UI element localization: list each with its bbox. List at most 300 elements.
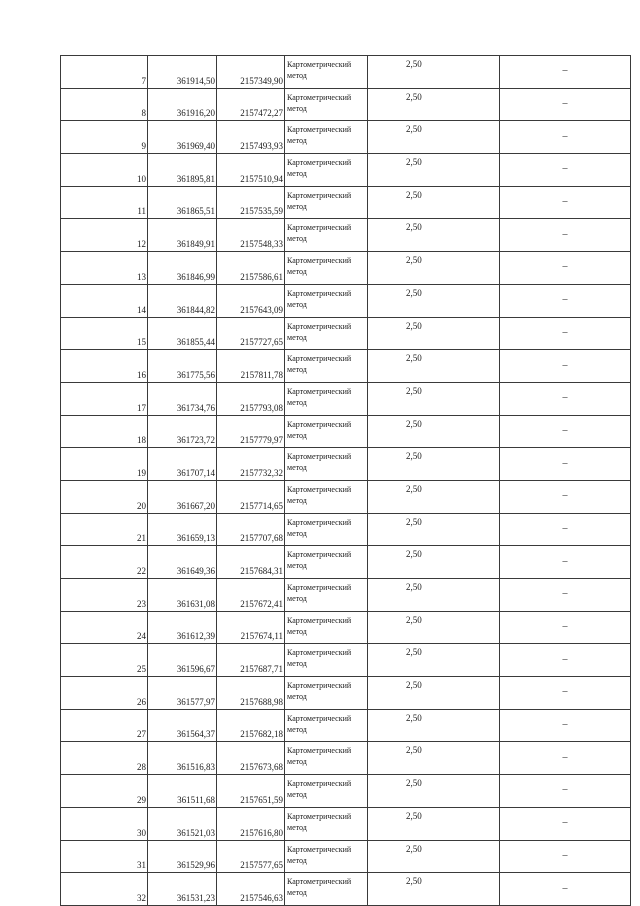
error-cell — [368, 121, 500, 154]
table-row — [61, 546, 631, 579]
x-coordinate-cell — [148, 284, 217, 317]
method-cell — [285, 709, 368, 742]
note-cell-text: – — [562, 719, 568, 731]
point-number-cell — [61, 154, 148, 187]
x-coordinate-cell — [148, 121, 217, 154]
y-coordinate-cell-text: 2157546,63 — [240, 892, 283, 903]
point-number-cell-text: 15 — [137, 337, 146, 348]
method-cell-text: Картометрический метод — [287, 452, 352, 473]
method-cell — [285, 546, 368, 579]
method-cell-text: Картометрический метод — [287, 223, 352, 244]
y-coordinate-cell-text: 2157714,65 — [240, 500, 283, 511]
note-cell — [500, 448, 631, 481]
table-row — [61, 579, 631, 612]
point-number-cell-text: 18 — [137, 435, 146, 446]
note-cell-text: – — [562, 392, 568, 404]
y-coordinate-cell — [217, 775, 285, 808]
y-coordinate-cell — [217, 382, 285, 415]
x-coordinate-cell — [148, 448, 217, 481]
point-number-cell — [61, 382, 148, 415]
y-coordinate-cell — [217, 154, 285, 187]
point-number-cell — [61, 415, 148, 448]
x-coordinate-cell-text: 361516,83 — [176, 762, 215, 773]
error-cell-text: 2,50 — [406, 582, 422, 592]
error-cell — [368, 154, 500, 187]
error-cell-text: 2,50 — [406, 222, 422, 233]
x-coordinate-cell-text: 361564,37 — [176, 729, 215, 740]
note-cell-text: – — [562, 653, 568, 665]
point-number-cell — [61, 121, 148, 154]
error-cell-text: 2,50 — [406, 255, 422, 266]
y-coordinate-cell — [217, 840, 285, 873]
method-cell — [285, 252, 368, 285]
error-cell — [368, 775, 500, 808]
note-cell-text: – — [562, 457, 568, 469]
error-cell-text: 2,50 — [406, 124, 422, 135]
note-cell-text: – — [562, 326, 568, 338]
point-number-cell — [61, 448, 148, 481]
y-coordinate-cell — [217, 546, 285, 579]
method-cell — [285, 644, 368, 677]
method-cell — [285, 284, 368, 317]
y-coordinate-cell — [217, 677, 285, 710]
error-cell — [368, 415, 500, 448]
x-coordinate-cell — [148, 775, 217, 808]
error-cell-text: 2,50 — [406, 843, 422, 854]
y-coordinate-cell — [217, 873, 285, 906]
error-cell-text: 2,50 — [406, 418, 422, 429]
x-coordinate-cell — [148, 677, 217, 710]
y-coordinate-cell-text: 2157687,71 — [240, 664, 283, 675]
error-cell — [368, 579, 500, 612]
note-cell-text: – — [562, 555, 568, 567]
y-coordinate-cell — [217, 709, 285, 742]
table-row — [61, 775, 631, 808]
x-coordinate-cell-text: 361775,56 — [176, 369, 215, 380]
point-number-cell-text: 12 — [137, 239, 146, 250]
note-cell — [500, 88, 631, 121]
point-number-cell-text: 16 — [137, 369, 146, 380]
error-cell-text: 2,50 — [406, 778, 422, 789]
method-cell — [285, 121, 368, 154]
table-row — [61, 350, 631, 383]
point-number-cell-text: 17 — [137, 402, 146, 413]
method-cell-text: Картометрический метод — [287, 321, 352, 342]
point-number-cell — [61, 677, 148, 710]
note-cell — [500, 154, 631, 187]
table-row — [61, 448, 631, 481]
y-coordinate-cell-text: 2157577,65 — [240, 860, 283, 871]
point-number-cell — [61, 807, 148, 840]
point-number-cell-text: 9 — [141, 141, 146, 152]
x-coordinate-cell — [148, 840, 217, 873]
y-coordinate-cell-text: 2157674,11 — [240, 631, 283, 642]
note-cell — [500, 252, 631, 285]
note-cell-text: – — [562, 424, 568, 436]
method-cell-text: Картометрический метод — [287, 811, 352, 832]
note-cell — [500, 284, 631, 317]
table-row — [61, 252, 631, 285]
point-number-cell-text: 26 — [137, 696, 146, 707]
method-cell-text: Картометрический метод — [287, 419, 352, 440]
method-cell — [285, 873, 368, 906]
error-cell — [368, 513, 500, 546]
point-number-cell — [61, 644, 148, 677]
error-cell — [368, 611, 500, 644]
table-row — [61, 56, 631, 89]
point-number-cell-text: 30 — [137, 827, 146, 838]
point-number-cell — [61, 546, 148, 579]
method-cell — [285, 219, 368, 252]
table-row — [61, 840, 631, 873]
x-coordinate-cell-text: 361707,14 — [176, 467, 215, 478]
note-cell — [500, 186, 631, 219]
table-row — [61, 317, 631, 350]
x-coordinate-cell-text: 361844,82 — [176, 304, 215, 315]
error-cell — [368, 480, 500, 513]
error-cell — [368, 709, 500, 742]
point-number-cell-text: 10 — [137, 173, 146, 184]
method-cell-text: Картометрический метод — [287, 517, 352, 538]
note-cell-text: – — [562, 817, 568, 829]
y-coordinate-cell — [217, 317, 285, 350]
error-cell — [368, 219, 500, 252]
y-coordinate-cell-text: 2157349,90 — [240, 75, 283, 86]
y-coordinate-cell-text: 2157535,59 — [240, 206, 283, 217]
x-coordinate-cell-text: 361596,67 — [176, 664, 215, 675]
point-number-cell-text: 8 — [141, 108, 146, 119]
table-row — [61, 121, 631, 154]
y-coordinate-cell-text: 2157643,09 — [240, 304, 283, 315]
point-number-cell — [61, 709, 148, 742]
table-row — [61, 644, 631, 677]
error-cell-text: 2,50 — [406, 549, 422, 560]
x-coordinate-cell — [148, 709, 217, 742]
x-coordinate-cell-text: 361734,76 — [176, 402, 215, 413]
method-cell-text: Картометрический метод — [287, 648, 352, 669]
method-cell — [285, 415, 368, 448]
table-row — [61, 154, 631, 187]
error-cell-text: 2,50 — [406, 451, 422, 462]
method-cell — [285, 448, 368, 481]
point-number-cell — [61, 317, 148, 350]
method-cell-text: Картометрический метод — [287, 190, 352, 211]
note-cell — [500, 677, 631, 710]
x-coordinate-cell-text: 361895,81 — [176, 173, 215, 184]
x-coordinate-cell — [148, 513, 217, 546]
note-cell-text: – — [562, 228, 568, 240]
x-coordinate-cell-text: 361529,96 — [176, 860, 215, 871]
note-cell — [500, 546, 631, 579]
method-cell — [285, 840, 368, 873]
note-cell-text: – — [562, 686, 568, 698]
note-cell — [500, 480, 631, 513]
x-coordinate-cell — [148, 88, 217, 121]
note-cell — [500, 579, 631, 612]
x-coordinate-cell — [148, 382, 217, 415]
error-cell — [368, 284, 500, 317]
error-cell-text: 2,50 — [406, 680, 422, 691]
error-cell — [368, 840, 500, 873]
method-cell-text: Картометрический метод — [287, 615, 352, 636]
note-cell — [500, 317, 631, 350]
method-cell-text: Картометрический метод — [287, 681, 352, 702]
point-number-cell-text: 32 — [137, 892, 146, 903]
x-coordinate-cell — [148, 154, 217, 187]
y-coordinate-cell — [217, 252, 285, 285]
point-number-cell — [61, 186, 148, 219]
error-cell-text: 2,50 — [406, 353, 422, 364]
table-row — [61, 611, 631, 644]
error-cell-text: 2,50 — [406, 647, 422, 658]
method-cell — [285, 154, 368, 187]
y-coordinate-cell-text: 2157651,59 — [240, 794, 283, 805]
x-coordinate-cell-text: 361849,91 — [176, 239, 215, 250]
error-cell — [368, 350, 500, 383]
y-coordinate-cell-text: 2157672,41 — [240, 598, 283, 609]
note-cell — [500, 709, 631, 742]
point-number-cell-text: 29 — [137, 794, 146, 805]
x-coordinate-cell — [148, 480, 217, 513]
x-coordinate-cell-text: 361667,20 — [176, 500, 215, 511]
note-cell-text: – — [562, 588, 568, 600]
table-row — [61, 742, 631, 775]
method-cell-text: Картометрический метод — [287, 779, 352, 800]
y-coordinate-cell-text: 2157472,27 — [240, 108, 283, 119]
error-cell — [368, 448, 500, 481]
note-cell-text: – — [562, 621, 568, 633]
x-coordinate-cell-text: 361659,13 — [176, 533, 215, 544]
note-cell — [500, 121, 631, 154]
note-cell-text: – — [562, 65, 568, 77]
x-coordinate-cell — [148, 56, 217, 89]
error-cell-text: 2,50 — [406, 59, 422, 69]
error-cell — [368, 546, 500, 579]
error-cell — [368, 644, 500, 677]
method-cell-text: Картометрический метод — [287, 288, 352, 309]
table-row — [61, 677, 631, 710]
error-cell-text: 2,50 — [406, 810, 422, 821]
x-coordinate-cell-text: 361916,20 — [176, 108, 215, 119]
point-number-cell — [61, 742, 148, 775]
point-number-cell — [61, 56, 148, 89]
point-number-cell — [61, 579, 148, 612]
note-cell — [500, 807, 631, 840]
note-cell-text: – — [562, 130, 568, 142]
point-number-cell — [61, 480, 148, 513]
method-cell-text: Картометрический метод — [287, 484, 352, 505]
error-cell — [368, 252, 500, 285]
x-coordinate-cell-text: 361649,36 — [176, 566, 215, 576]
note-cell-text: – — [562, 882, 568, 894]
method-cell-text: Картометрический метод — [287, 354, 352, 375]
error-cell-text: 2,50 — [406, 876, 422, 887]
y-coordinate-cell — [217, 56, 285, 89]
x-coordinate-cell-text: 361531,23 — [176, 892, 215, 903]
note-cell-text: – — [562, 196, 568, 208]
y-coordinate-cell — [217, 742, 285, 775]
x-coordinate-cell-text: 361914,50 — [176, 75, 215, 86]
y-coordinate-cell-text: 2157493,93 — [240, 141, 283, 152]
point-number-cell-text: 14 — [137, 304, 146, 315]
y-coordinate-cell-text: 2157586,61 — [240, 271, 283, 282]
note-cell-text: – — [562, 751, 568, 763]
table-row — [61, 513, 631, 546]
error-cell-text: 2,50 — [406, 189, 422, 200]
error-cell — [368, 56, 500, 89]
y-coordinate-cell — [217, 186, 285, 219]
point-number-cell-text: 25 — [137, 664, 146, 675]
note-cell — [500, 644, 631, 677]
error-cell-text: 2,50 — [406, 320, 422, 331]
y-coordinate-cell-text: 2157779,97 — [240, 435, 283, 446]
point-number-cell-text: 31 — [137, 860, 146, 871]
y-coordinate-cell-text: 2157673,68 — [240, 762, 283, 773]
y-coordinate-cell — [217, 480, 285, 513]
table-row — [61, 219, 631, 252]
y-coordinate-cell-text: 2157548,33 — [240, 239, 283, 250]
method-cell — [285, 382, 368, 415]
point-number-cell-text: 7 — [141, 75, 146, 86]
point-number-cell — [61, 775, 148, 808]
x-coordinate-cell — [148, 350, 217, 383]
method-cell — [285, 88, 368, 121]
point-number-cell — [61, 350, 148, 383]
y-coordinate-cell — [217, 88, 285, 121]
method-cell-text: Картометрический метод — [287, 158, 352, 179]
error-cell-text: 2,50 — [406, 287, 422, 298]
table-row — [61, 873, 631, 906]
error-cell-text: 2,50 — [406, 516, 422, 527]
table-row — [61, 284, 631, 317]
method-cell-text: Картометрический метод — [287, 746, 352, 767]
coordinates-table-body — [61, 56, 631, 906]
method-cell — [285, 807, 368, 840]
note-cell-text: – — [562, 98, 568, 110]
note-cell-text: – — [562, 784, 568, 796]
error-cell — [368, 742, 500, 775]
method-cell-text: Картометрический метод — [287, 60, 352, 80]
y-coordinate-cell-text: 2157707,68 — [240, 533, 283, 544]
note-cell-text: – — [562, 849, 568, 861]
table-row — [61, 382, 631, 415]
note-cell — [500, 840, 631, 873]
x-coordinate-cell — [148, 415, 217, 448]
table-row — [61, 807, 631, 840]
method-cell-text: Картометрический метод — [287, 92, 352, 113]
point-number-cell-text: 21 — [137, 533, 146, 544]
note-cell-text: – — [562, 522, 568, 534]
y-coordinate-cell-text: 2157682,18 — [240, 729, 283, 740]
method-cell — [285, 186, 368, 219]
method-cell — [285, 742, 368, 775]
error-cell-text: 2,50 — [406, 745, 422, 756]
point-number-cell-text: 27 — [137, 729, 146, 740]
error-cell — [368, 873, 500, 906]
y-coordinate-cell — [217, 219, 285, 252]
point-number-cell-text: 22 — [137, 566, 146, 576]
y-coordinate-cell-text: 2157616,80 — [240, 827, 283, 838]
method-cell — [285, 579, 368, 612]
x-coordinate-cell — [148, 252, 217, 285]
note-cell-text: – — [562, 163, 568, 175]
table-row — [61, 88, 631, 121]
method-cell-text: Картометрический метод — [287, 583, 352, 603]
error-cell — [368, 382, 500, 415]
note-cell-text: – — [562, 359, 568, 371]
point-number-cell — [61, 252, 148, 285]
note-cell-text: – — [562, 490, 568, 502]
x-coordinate-cell-text: 361855,44 — [176, 337, 215, 348]
method-cell-text: Картометрический метод — [287, 844, 352, 865]
method-cell-text: Картометрический метод — [287, 125, 352, 146]
table-row — [61, 186, 631, 219]
x-coordinate-cell-text: 361846,99 — [176, 271, 215, 282]
point-number-cell — [61, 88, 148, 121]
note-cell — [500, 742, 631, 775]
coordinates-table — [60, 55, 631, 906]
x-coordinate-cell-text: 361511,68 — [177, 794, 215, 805]
method-cell — [285, 775, 368, 808]
error-cell-text: 2,50 — [406, 157, 422, 168]
y-coordinate-cell — [217, 579, 285, 612]
error-cell — [368, 807, 500, 840]
y-coordinate-cell-text: 2157510,94 — [240, 173, 283, 184]
x-coordinate-cell — [148, 317, 217, 350]
point-number-cell — [61, 219, 148, 252]
error-cell-text: 2,50 — [406, 614, 422, 625]
point-number-cell-text: 11 — [137, 206, 146, 217]
y-coordinate-cell — [217, 284, 285, 317]
y-coordinate-cell — [217, 121, 285, 154]
error-cell-text: 2,50 — [406, 483, 422, 494]
note-cell — [500, 611, 631, 644]
point-number-cell-text: 23 — [137, 598, 146, 609]
method-cell-text: Картометрический метод — [287, 256, 352, 277]
y-coordinate-cell — [217, 448, 285, 481]
note-cell — [500, 513, 631, 546]
method-cell — [285, 350, 368, 383]
note-cell — [500, 415, 631, 448]
error-cell — [368, 186, 500, 219]
x-coordinate-cell — [148, 807, 217, 840]
error-cell — [368, 88, 500, 121]
method-cell-text: Картометрический метод — [287, 386, 352, 407]
x-coordinate-cell-text: 361577,97 — [176, 696, 215, 707]
note-cell — [500, 382, 631, 415]
method-cell — [285, 611, 368, 644]
y-coordinate-cell — [217, 415, 285, 448]
error-cell — [368, 317, 500, 350]
y-coordinate-cell-text: 2157811,78 — [240, 369, 283, 380]
error-cell — [368, 677, 500, 710]
point-number-cell-text: 19 — [137, 467, 146, 478]
error-cell-text: 2,50 — [406, 91, 422, 102]
y-coordinate-cell-text: 2157732,32 — [240, 467, 283, 478]
y-coordinate-cell — [217, 513, 285, 546]
note-cell — [500, 56, 631, 89]
x-coordinate-cell-text: 361865,51 — [176, 206, 215, 217]
x-coordinate-cell-text: 361631,08 — [176, 598, 215, 609]
note-cell-text: – — [562, 261, 568, 273]
x-coordinate-cell — [148, 873, 217, 906]
x-coordinate-cell — [148, 186, 217, 219]
x-coordinate-cell — [148, 546, 217, 579]
table-row — [61, 415, 631, 448]
point-number-cell-text: 20 — [137, 500, 146, 511]
y-coordinate-cell — [217, 350, 285, 383]
x-coordinate-cell-text: 361612,39 — [176, 631, 215, 642]
